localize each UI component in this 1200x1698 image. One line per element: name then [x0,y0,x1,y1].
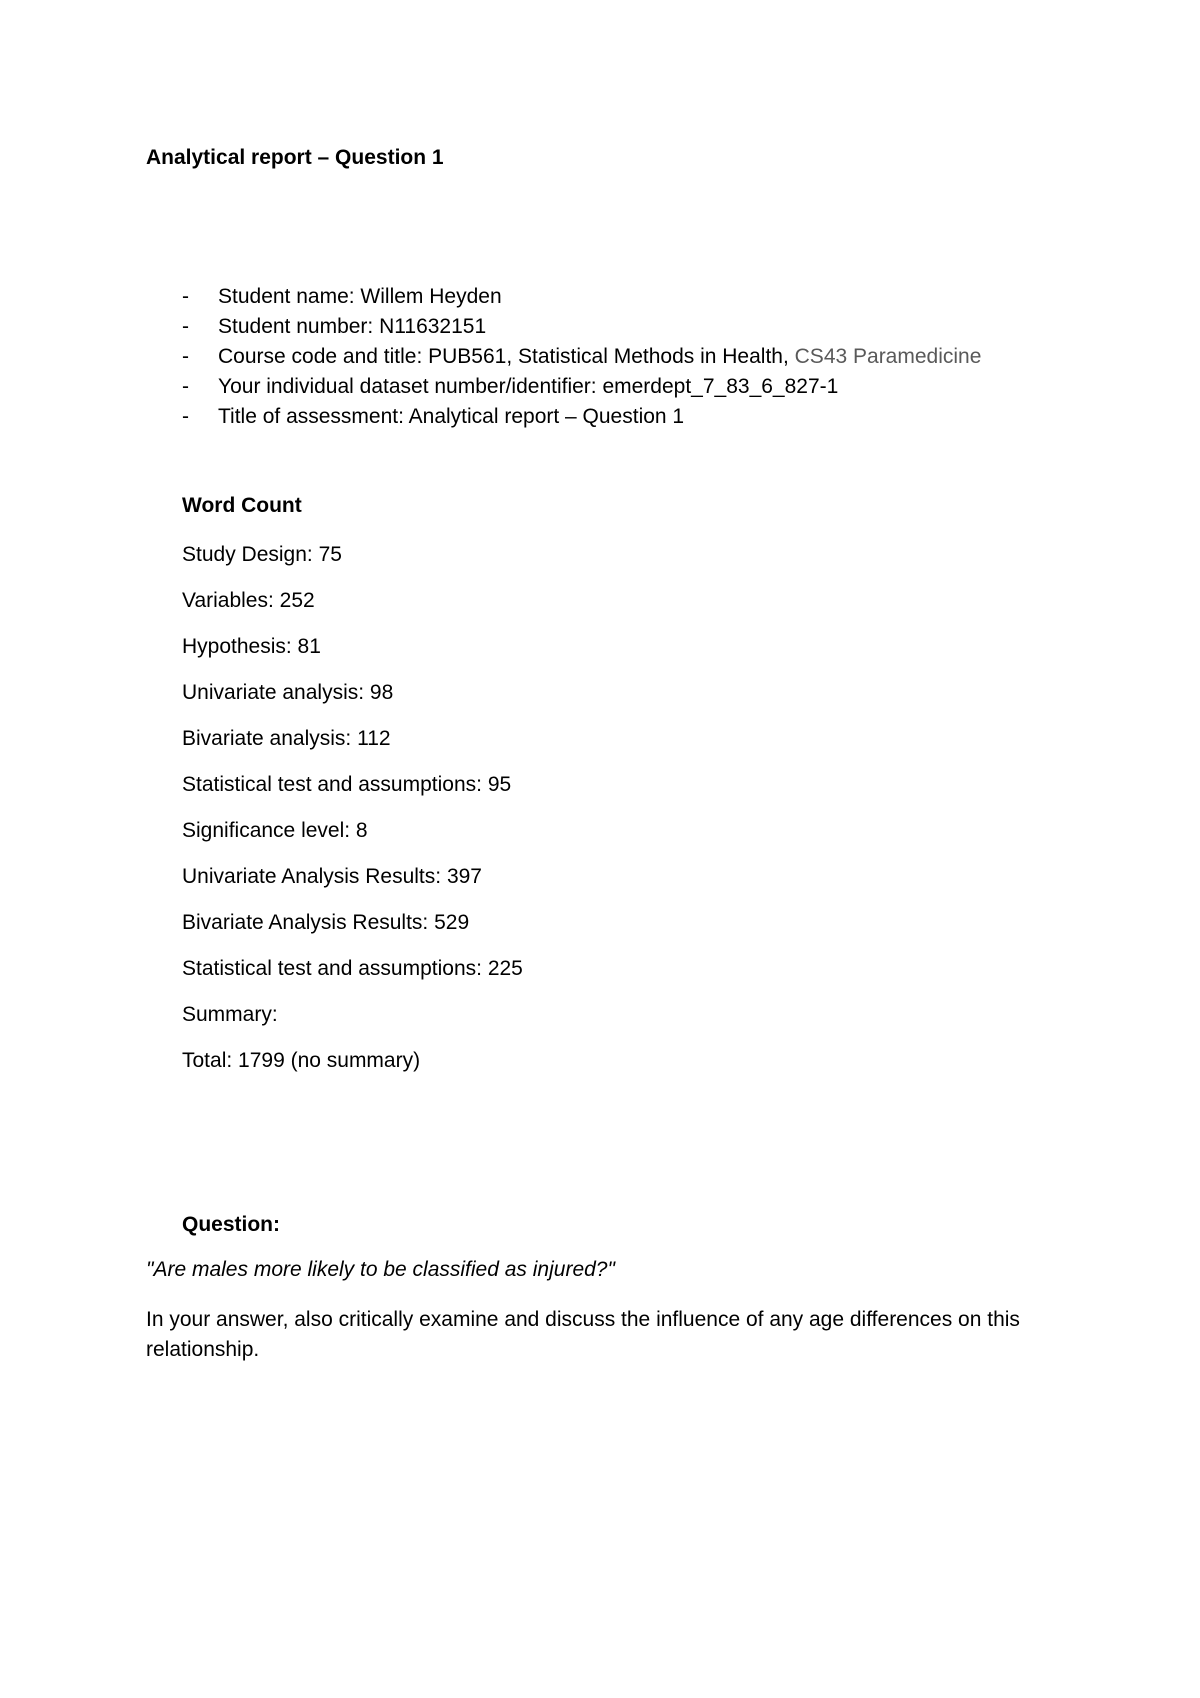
word-count-item: Statistical test and assumptions: 95 [182,773,512,796]
info-text-course-extra: CS43 Paramedicine [794,345,982,368]
word-count-item: Summary: [182,1003,278,1026]
word-count-item: Variables: 252 [182,589,315,612]
info-item-dataset [146,372,981,402]
info-item-student-number [146,312,981,342]
info-item-assessment-title [146,402,981,432]
list-dash: - [182,375,189,398]
question-text: "Are males more likely to be classified as injured?" [146,1258,615,1281]
info-item-student-name [146,282,981,312]
info-text: Your individual dataset number/identifier: emerdept_7_83_6_827-1 [218,375,839,398]
word-count-item: Significance level: 8 [182,819,368,842]
word-count-item: Univariate analysis: 98 [182,681,394,704]
info-text: Student name: Willem Heyden [218,285,502,308]
info-item-course [146,342,981,372]
word-count-heading: Word Count [182,494,302,517]
list-dash: - [182,345,189,368]
word-count-item: Statistical test and assumptions: 225 [182,957,523,980]
word-count-list [182,540,523,1092]
document-title: Analytical report – Question 1 [146,146,444,169]
question-instruction: In your answer, also critically examine and discuss the influence of any age differences on this relationship. [146,1308,1020,1361]
student-info-list [146,282,981,432]
list-dash: - [182,315,189,338]
info-text: Title of assessment: Analytical report – Question 1 [218,405,685,428]
word-count-item: Univariate Analysis Results: 397 [182,865,482,888]
list-dash: - [182,285,189,308]
list-dash: - [182,405,189,428]
question-heading: Question: [182,1213,280,1236]
word-count-total: Total: 1799 (no summary) [182,1049,421,1072]
word-count-item: Bivariate analysis: 112 [182,727,391,750]
info-text: Course code and title: PUB561, Statistical Methods in Health, [218,345,795,368]
word-count-item: Hypothesis: 81 [182,635,321,658]
info-text: Student number: N11632151 [218,315,487,338]
word-count-item: Bivariate Analysis Results: 529 [182,911,470,934]
word-count-item: Study Design: 75 [182,543,342,566]
